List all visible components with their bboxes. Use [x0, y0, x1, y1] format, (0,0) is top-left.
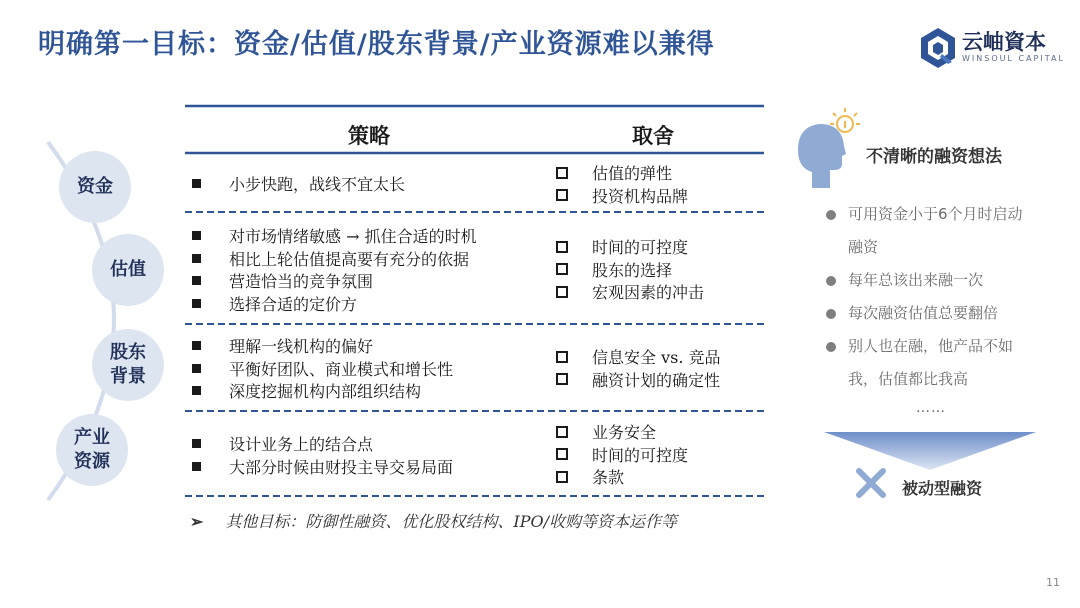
tradeoff-cell-4: [556, 422, 688, 490]
sidebar-more: ……: [916, 400, 946, 416]
tradeoff-item: 时间的可控度: [556, 445, 688, 468]
tradeoff-item: 股东的选择: [556, 260, 704, 283]
tradeoff-item: 条款: [556, 467, 688, 490]
sidebar-list-item: 每年总该出来融一次: [826, 264, 1036, 297]
bullet-square-icon: [192, 276, 201, 285]
cross-icon: [854, 466, 888, 500]
bullet-square-icon: [192, 462, 201, 471]
strategy-item: 平衡好团队、商业模式和增长性: [192, 359, 453, 382]
strategy-item: 对市场情绪敏感 → 抓住合适的时机: [192, 226, 477, 249]
strategy-item: 选择合适的定价方: [192, 294, 477, 317]
sidebar-title: 不清晰的融资想法: [866, 147, 1002, 167]
strategy-item: 相比上轮估值提高要有充分的依据: [192, 249, 477, 272]
checkbox-square-icon: [556, 373, 568, 385]
checkbox-square-icon: [556, 241, 568, 253]
strategy-cell-3: [192, 336, 453, 404]
checkbox-square-icon: [556, 263, 568, 275]
strategy-cell-2: [192, 226, 477, 316]
bullet-square-icon: [192, 179, 201, 188]
sidebar-list-item: 每次融资估值总要翻倍: [826, 297, 1036, 330]
header-tradeoff: 取舍: [632, 123, 674, 148]
bullet-square-icon: [192, 299, 201, 308]
checkbox-square-icon: [556, 448, 568, 460]
logo-name: 云岫資本: [962, 30, 1046, 54]
category-line: 资金: [77, 176, 113, 197]
checkbox-square-icon: [556, 471, 568, 483]
bullet-dot-icon: [826, 309, 836, 319]
tradeoff-cell-1: [556, 163, 688, 208]
category-line: 背景: [110, 366, 146, 387]
category-line: 资源: [74, 451, 110, 472]
sidebar-list-item: 可用资金小于6个月时启动融资: [826, 198, 1036, 264]
sidebar-list-item: 别人也在融，他产品不如我，估值都比我高: [826, 330, 1036, 396]
tradeoff-item: 时间的可控度: [556, 237, 704, 260]
tradeoff-item: 估值的弹性: [556, 163, 688, 186]
strategy-cell-4: [192, 434, 453, 479]
strategy-cell-1: [192, 174, 405, 197]
tradeoff-item: 投资机构品牌: [556, 186, 688, 209]
bullet-square-icon: [192, 364, 201, 373]
checkbox-square-icon: [556, 167, 568, 179]
strategy-item: 小步快跑，战线不宜太长: [192, 174, 405, 197]
strategy-item: 大部分时候由财投主导交易局面: [192, 457, 453, 480]
category-line: 产业: [74, 427, 110, 448]
tradeoff-item: 业务安全: [556, 422, 688, 445]
passive-financing-label: 被动型融资: [902, 479, 983, 498]
page-title: 明确第一目标：资金/估值/股东背景/产业资源难以兼得: [38, 29, 715, 60]
tradeoff-item: 融资计划的确定性: [556, 370, 721, 393]
down-arrow-icon: [824, 432, 1036, 470]
header-strategy: 策略: [348, 123, 390, 148]
bullet-square-icon: [192, 341, 201, 350]
thinking-person-icon: [790, 104, 870, 190]
checkbox-square-icon: [556, 351, 568, 363]
other-goals: ➢ 其他目标：防御性融资、优化股权结构、IPO/收购等资本运作等: [190, 512, 678, 531]
bullet-dot-icon: [826, 276, 836, 286]
checkbox-square-icon: [556, 426, 568, 438]
bullet-square-icon: [192, 386, 201, 395]
strategy-item: 深度挖掘机构内部组织结构: [192, 381, 453, 404]
tradeoff-cell-3: [556, 347, 721, 392]
arrow-right-icon: ➢: [190, 512, 204, 531]
tradeoff-cell-2: [556, 237, 704, 305]
bullet-dot-icon: [826, 342, 836, 352]
category-line: 估值: [110, 259, 146, 280]
checkbox-square-icon: [556, 189, 568, 201]
tradeoff-item: 宏观因素的冲击: [556, 282, 704, 305]
logo-subtitle: WINSOUL CAPITAL: [962, 54, 1065, 63]
bullet-square-icon: [192, 231, 201, 240]
bullet-square-icon: [192, 254, 201, 263]
bullet-square-icon: [192, 439, 201, 448]
strategy-item: 设计业务上的结合点: [192, 434, 453, 457]
bullet-dot-icon: [826, 210, 836, 220]
page-number: 11: [1046, 576, 1060, 589]
strategy-item: 营造恰当的竞争氛围: [192, 271, 477, 294]
strategy-item: 理解一线机构的偏好: [192, 336, 453, 359]
checkbox-square-icon: [556, 286, 568, 298]
tradeoff-item: 信息安全 vs. 竞品: [556, 347, 721, 370]
category-line: 股东: [110, 342, 146, 363]
sidebar-list: [826, 198, 1036, 396]
